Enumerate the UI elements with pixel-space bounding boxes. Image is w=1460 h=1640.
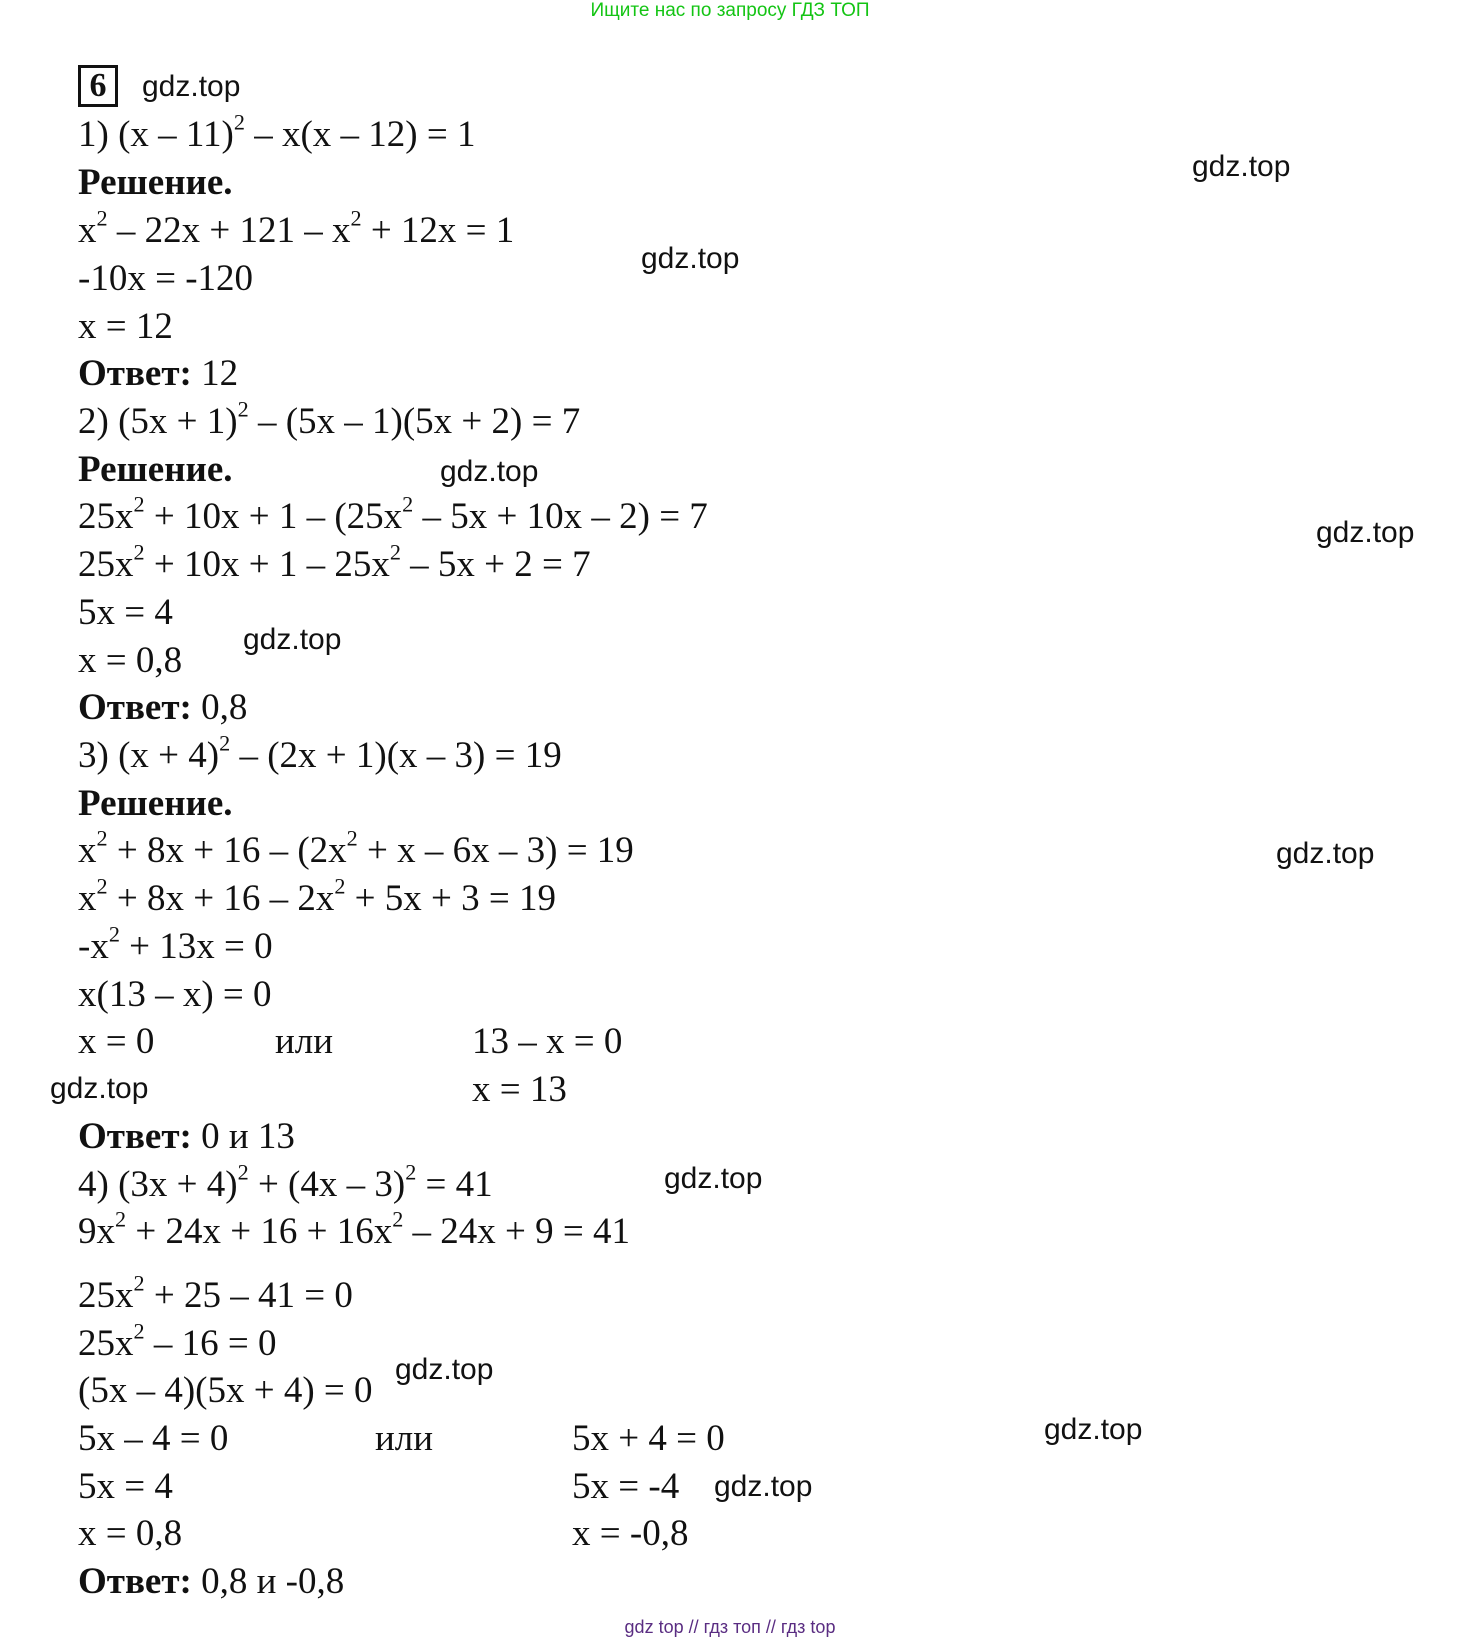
part4-case-right-3: x = -0,8	[572, 1513, 689, 1554]
part3-step-2: $x^2 + 8x + 16 - 2x^2 + 5x + 3 = 19$	[78, 873, 557, 919]
watermark: gdz.top	[395, 1353, 494, 1386]
answer-label: Ответ:	[78, 687, 192, 728]
part4-answer-line	[78, 1562, 344, 1602]
part4-answer-value: 0,8 и -0,8	[201, 1561, 345, 1602]
part2-step-4: x = 0,8	[78, 640, 183, 681]
part2-answer-line	[78, 688, 247, 728]
exponent: 2	[133, 1318, 145, 1344]
exponent: 2	[405, 1159, 417, 1185]
part3-case-left-1: x = 0	[78, 1021, 155, 1062]
part4-case-left-1: 5x – 4 = 0	[78, 1418, 229, 1459]
part1-step-3: x = 12	[78, 306, 173, 347]
part4-task: 4) $(3x + 4)^2 + (4x - 3)^2 = 41$	[78, 1159, 493, 1205]
part3-answer-line	[78, 1117, 295, 1157]
exponent: 2	[237, 396, 249, 422]
part2-task: 2) $(5x + 1)^2 - (5x - 1)(5x + 2) = 7$	[78, 396, 581, 442]
part4-step-2: $25x^2 + 25 - 41 = 0$	[78, 1270, 353, 1316]
part3-step-4: x(13 – x) = 0	[78, 974, 272, 1015]
part3-or-word: или	[275, 1021, 334, 1062]
part1-task: 1) (x – 11)$^2$ – x(x – 12) = 1	[78, 109, 476, 155]
exponent: 2	[133, 539, 145, 565]
part4-case-right-2: 5x = -4	[572, 1466, 680, 1507]
part3-case-right-2: x = 13	[472, 1069, 567, 1110]
watermark: gdz.top	[50, 1072, 149, 1105]
part4-case-right-1: 5x + 4 = 0	[572, 1418, 725, 1459]
exponent: 2	[219, 730, 231, 756]
site-search-hint: Ищите нас по запросу ГДЗ ТОП	[590, 0, 870, 21]
part4-case-left-2: 5x = 4	[78, 1466, 173, 1507]
exponent: 2	[108, 921, 120, 947]
part3-solution-label: Решение.	[78, 783, 233, 824]
watermark: gdz.top	[664, 1162, 763, 1195]
part4-step-4: (5x – 4)(5x + 4) = 0	[78, 1370, 373, 1411]
exponent: 2	[350, 205, 362, 231]
watermark: gdz.top	[1044, 1413, 1143, 1446]
part1-solution-label: Решение.	[78, 162, 233, 203]
part3-task: 3) $(x + 4)^2 - (2x + 1)(x - 3) = 19$	[78, 730, 562, 776]
exponent: 2	[133, 491, 145, 517]
answer-label: Ответ:	[78, 1561, 192, 1602]
watermark: gdz.top	[1316, 516, 1415, 549]
answer-label: Ответ:	[78, 1116, 192, 1157]
watermark: gdz.top	[243, 623, 342, 656]
watermark: gdz.top	[1192, 150, 1291, 183]
part2-solution-label: Решение.	[78, 449, 233, 490]
part1-answer-value: 12	[201, 353, 239, 394]
exponent: 2	[389, 539, 401, 565]
exponent: 2	[96, 825, 108, 851]
exponent: 2	[237, 1159, 249, 1185]
exponent: 2	[392, 1206, 404, 1232]
part2-answer-value: 0,8	[201, 687, 248, 728]
exponent: 2	[115, 1206, 127, 1232]
part2-step-1: $25x^2 + 10x + 1 - (25x^2 - 5x + 10x - 2) = 7$	[78, 491, 708, 537]
part3-answer-value: 0 и 13	[201, 1116, 295, 1157]
watermark: gdz.top	[714, 1470, 813, 1503]
part2-step-3: 5x = 4	[78, 592, 173, 633]
exponent: 2	[233, 109, 245, 135]
footer-links: gdz top // гдз топ // гдз top	[624, 1617, 836, 1637]
part1-step-2: -10x = -120	[78, 258, 254, 299]
watermark: gdz.top	[641, 242, 740, 275]
exponent: 2	[346, 825, 358, 851]
problem-number-badge: 6	[78, 65, 118, 107]
exponent: 2	[96, 873, 108, 899]
part1-step-1: $x^2 - 22x + 121 - x^2 + 12x = 1$	[78, 205, 515, 251]
part1-answer-line	[78, 354, 238, 394]
exponent: 2	[96, 205, 108, 231]
watermark: gdz.top	[1276, 837, 1375, 870]
watermark: gdz.top	[440, 455, 539, 488]
part2-step-2: $25x^2 + 10x + 1 - 25x^2 - 5x + 2 = 7$	[78, 539, 591, 585]
watermark: gdz.top	[142, 70, 241, 103]
exponent: 2	[133, 1270, 145, 1296]
part4-step-1: $9x^2 + 24x + 16 + 16x^2 - 24x + 9 = 41$	[78, 1206, 631, 1252]
exponent: 2	[334, 873, 346, 899]
part3-step-3: $-x^2 + 13x = 0$	[78, 921, 273, 967]
exponent: 2	[402, 491, 414, 517]
part4-case-left-3: x = 0,8	[78, 1513, 183, 1554]
part3-step-1: $x^2 + 8x + 16 - (2x^2 + x - 6x - 3) = 19$	[78, 825, 634, 871]
answer-label: Ответ:	[78, 353, 192, 394]
part3-case-right-1: 13 – x = 0	[472, 1021, 623, 1062]
part4-or-word: или	[375, 1418, 434, 1459]
part4-step-3: $25x^2 - 16 = 0$	[78, 1318, 277, 1364]
